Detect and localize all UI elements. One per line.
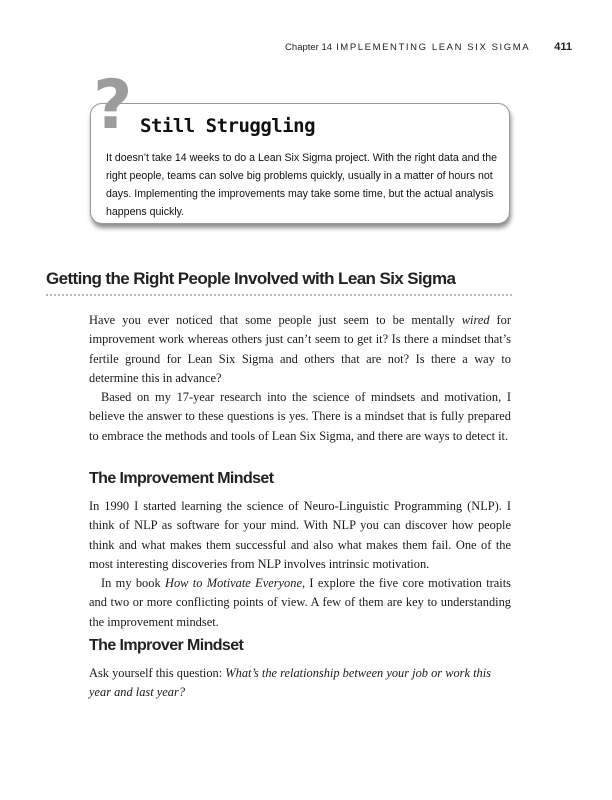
paragraph-nlp: In 1990 I started learning the science of Neuro-Linguistic Programming (NLP). I think of NLP as software for your mind. With NLP you can discover how people think and what makes them successful and also what makes them fail. One of the most interesting discoveries from NLP involves intrinsic motivation. (89, 499, 511, 571)
paragraph-motivate (89, 574, 511, 632)
running-head (285, 41, 572, 55)
paragraph-intro (89, 311, 511, 388)
paragraph-question (89, 664, 511, 703)
paragraph-question-a: Ask yourself this question: (89, 666, 226, 680)
paragraph-intro-emphasis: wired (461, 313, 490, 327)
still-struggling-title: Still Struggling (140, 115, 316, 137)
page-number: 411 (554, 41, 572, 53)
running-head-title: IMPLEMENTING LEAN SIX SIGMA (336, 42, 531, 53)
improver-mindset-heading: The Improver Mindset (89, 637, 244, 654)
still-struggling-text: It doesn’t take 14 weeks to do a Lean Six Sigma project. With the right data and the right people, teams can solve big problems quickly, usually in a matter of hours not days. Implementing the improvements may take some time, but the actual analysis happens quickly. (106, 152, 498, 218)
running-head-chapter: Chapter 14 (285, 42, 333, 53)
paragraph-intro-b: for improvement work whereas others just can’t seem to get it? Is there a mindset that’s fertile ground for Lean Six Sigma and others that are not? Is there a way to determine this in advance? (89, 313, 511, 385)
question-emphasis: What’s the relationship between your job or work this year and last year? (89, 666, 491, 700)
paragraph-research: Based on my 17-year research into the science of mindsets and motivation, I believe the answer to these questions is yes. There is a mindset that is fully prepared to embrace the methods and tools of Lean Six Sigma, and there are ways to detect it. (89, 390, 511, 443)
paragraph-intro-a: Have you ever noticed that some people just seem to be mentally (89, 313, 462, 327)
book-title: How to Motivate Everyone, (165, 576, 306, 590)
question-mark-icon: ? (93, 66, 133, 145)
paragraph-motivate-b: I explore the five core motivation traits and two or more conflicting points of view. A few of them are key to understanding the improvement mindset. (89, 576, 511, 629)
section-heading: Getting the Right People Involved with Lean Six Sigma (46, 269, 512, 296)
paragraph-motivate-a: In my book (101, 576, 166, 590)
improvement-mindset-heading: The Improvement Mindset (89, 470, 274, 487)
